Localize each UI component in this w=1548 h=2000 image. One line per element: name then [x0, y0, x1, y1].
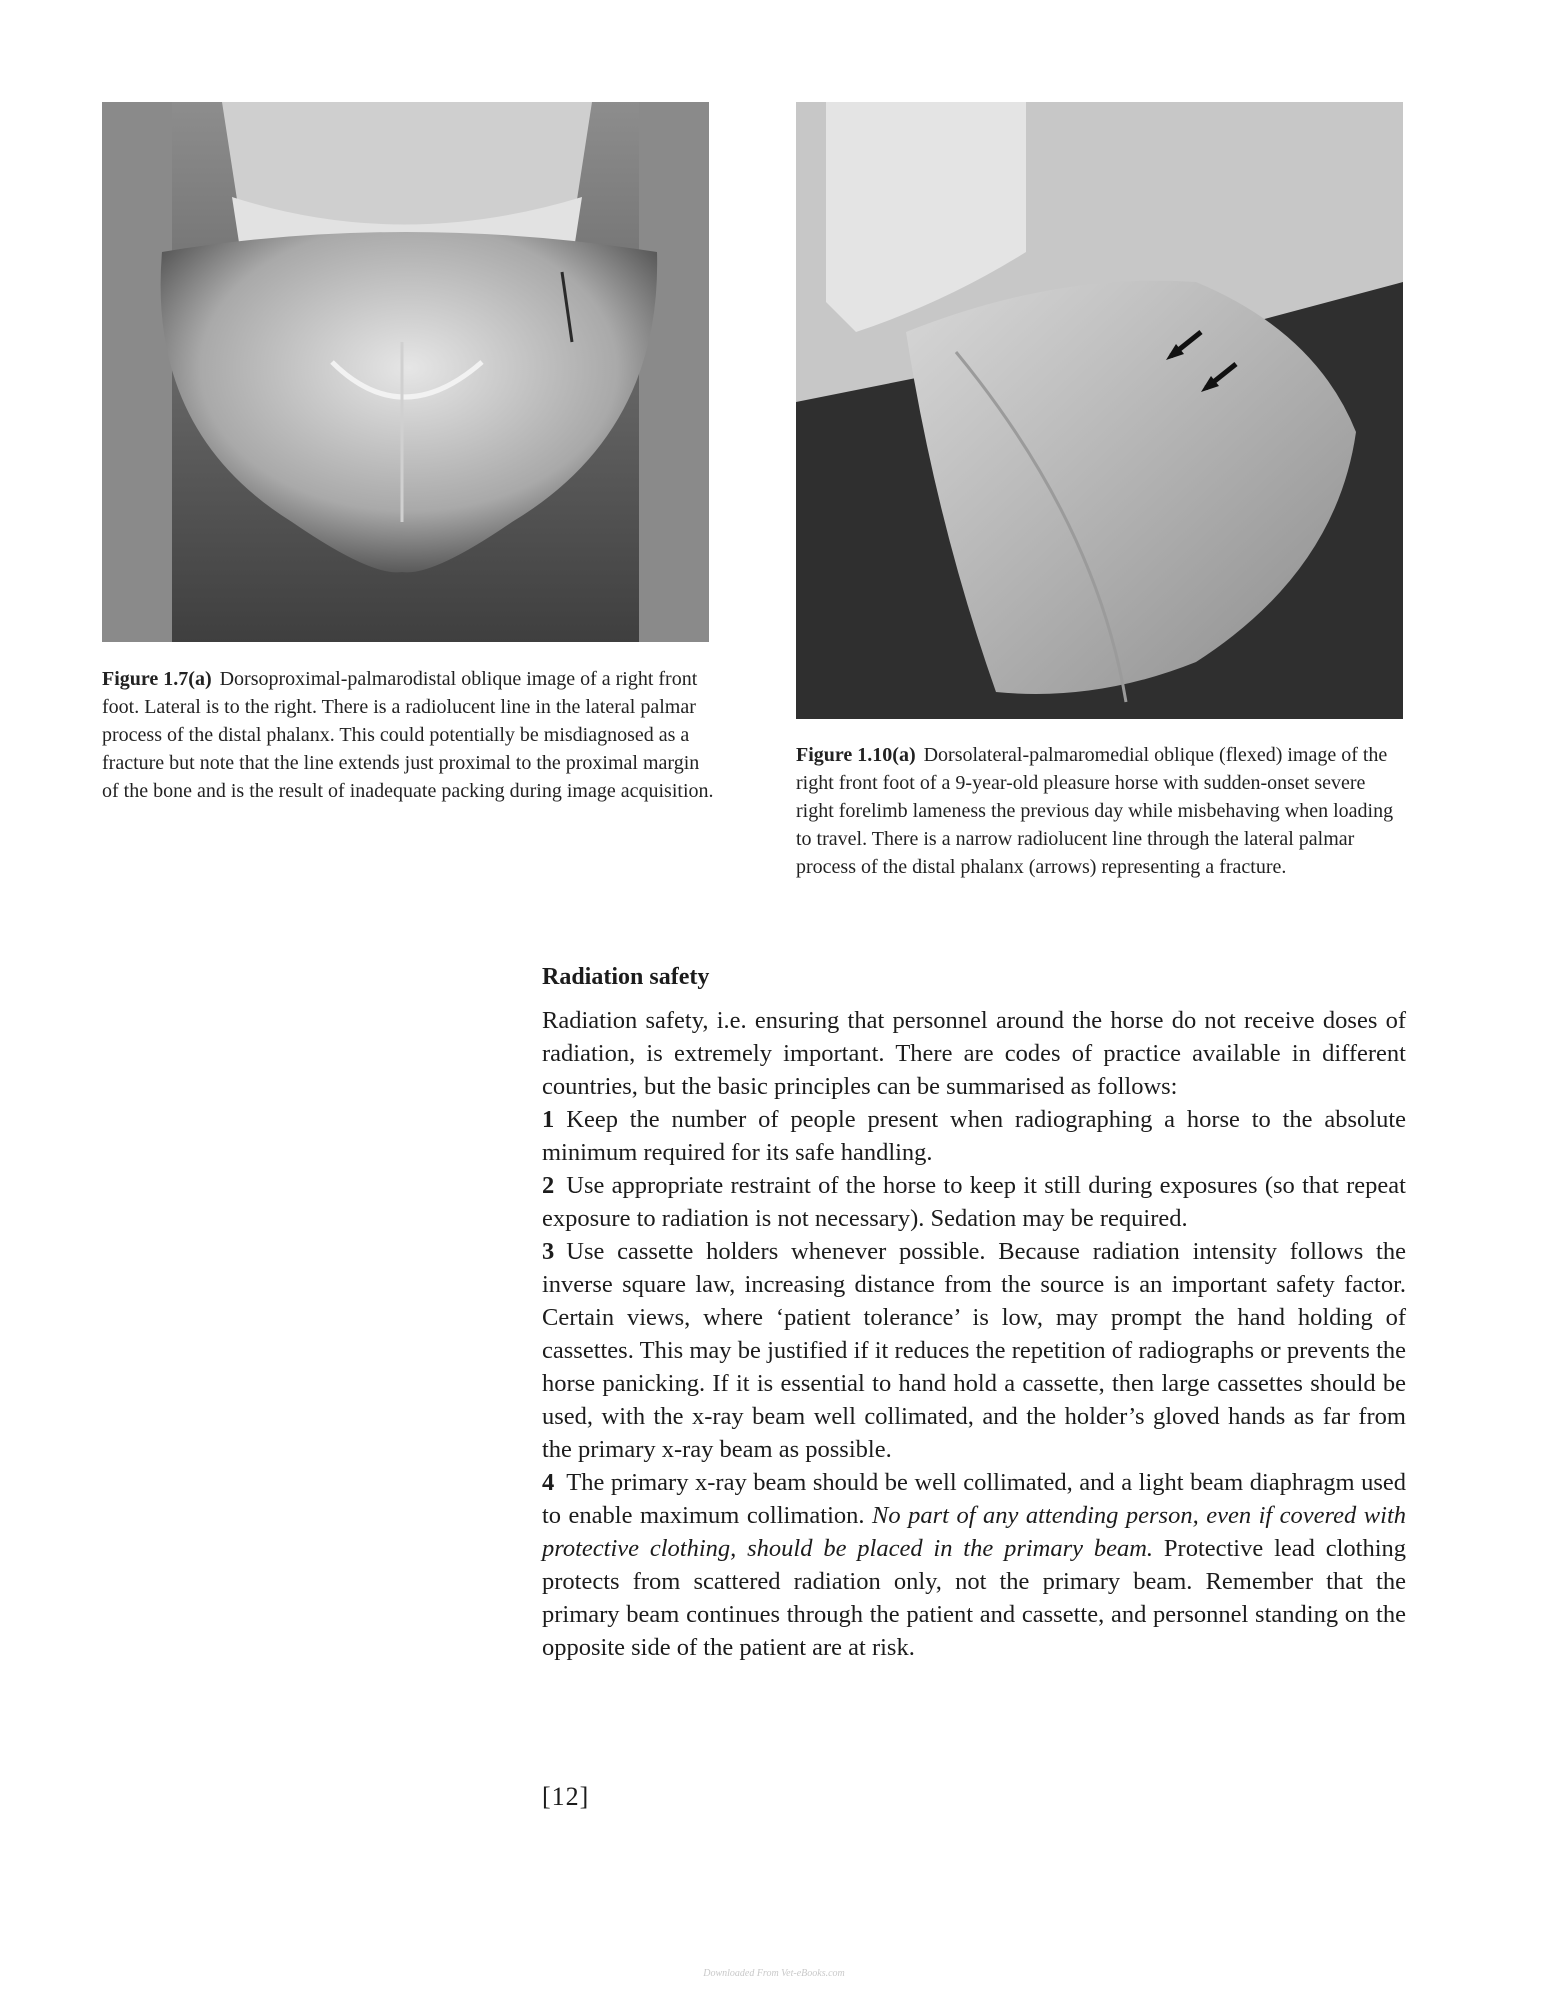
list-item-text: Use cassette holders whenever possible. Because radiation intensity follows the inverse square law, increasing distance from the source is an important safety factor. Certain views, where ‘patient tolerance’ is low, may prompt the hand holding of cassettes. This may be justified if it reduces the repetition of radiographs or prevents the horse panicking. If it is essential to hand hold a cassette, then large cassettes should be used, with the x-ray beam well collimated, and the holder’s gloved hands as far from the primary x-ray beam as possible.: [542, 1238, 1406, 1463]
list-item: [542, 1466, 1406, 1664]
radiograph-dorsolateral-palmaromedial-foot: [796, 102, 1403, 719]
list-item: [542, 1103, 1406, 1169]
figure-caption-text-left: Dorsoproximal-palmarodistal oblique image of a right front foot. Lateral is to the right. There is a radiolucent line in the lateral palmar process of the distal phalanx. This could potentially be misdiagnosed as a fracture but note that the line extends just proximal to the proximal margin of the bone and is the result of inadequate packing during image acquisition.: [102, 668, 714, 802]
list-item-text: Keep the number of people present when radiographing a horse to the absolute minimum required for its safe handling.: [542, 1106, 1406, 1166]
section-intro: Radiation safety, i.e. ensuring that personnel around the horse do not receive doses of radiation, is extremely important. There are codes of practice available in different countries, but the basic principles can be summarised as follows:: [542, 1007, 1406, 1100]
page-number: [12]: [542, 1782, 590, 1811]
list-item-text-a: The primary x-ray beam should be well collimated, and a light beam diaphragm used to enable maximum collimation.: [542, 1469, 1406, 1529]
list-item-number: 2: [542, 1172, 555, 1199]
list-item-text: Use appropriate restraint of the horse to keep it still during exposures (so that repeat exposure to radiation is not necessary). Sedation may be required.: [542, 1172, 1406, 1232]
list-item: [542, 1169, 1406, 1235]
list-item-text-b: Protective lead clothing protects from scattered radiation only, not the primary beam. Remember that the primary beam continues through the patient and cassette, and personnel standing on the opposite side of the patient are at risk.: [542, 1535, 1407, 1661]
list-item-text-italic: No part of any attending person, even if covered with protective clothing, should be placed in the primary beam.: [542, 1502, 1406, 1562]
figure-caption-text-right: Dorsolateral-palmaromedial oblique (flexed) image of the right front foot of a 9-year-old pleasure horse with sudden-onset severe right forelimb lameness the previous day while misbehaving when loading to travel. There is a narrow radiolucent line through the lateral palmar process of the distal phalanx (arrows) representing a fracture.: [796, 744, 1394, 878]
radiograph-dorsoproximal-palmarodistal-foot: [102, 102, 709, 642]
section-heading: Radiation safety: [542, 964, 710, 990]
radiation-safety-section: [542, 962, 1406, 1664]
figure-label-right: Figure 1.10(a): [796, 744, 916, 766]
list-item: [542, 1235, 1406, 1466]
watermark: Downloaded From Vet-eBooks.com: [703, 1968, 845, 1979]
list-item-number: 1: [542, 1106, 555, 1133]
radiograph-left-svg: [102, 102, 709, 642]
figure-caption-left: [102, 665, 714, 805]
list-item-number: 3: [542, 1238, 555, 1265]
figure-label-left: Figure 1.7(a): [102, 668, 212, 690]
figure-caption-right: [796, 741, 1408, 881]
radiograph-right-svg: [796, 102, 1403, 719]
list-item-number: 4: [542, 1469, 555, 1496]
